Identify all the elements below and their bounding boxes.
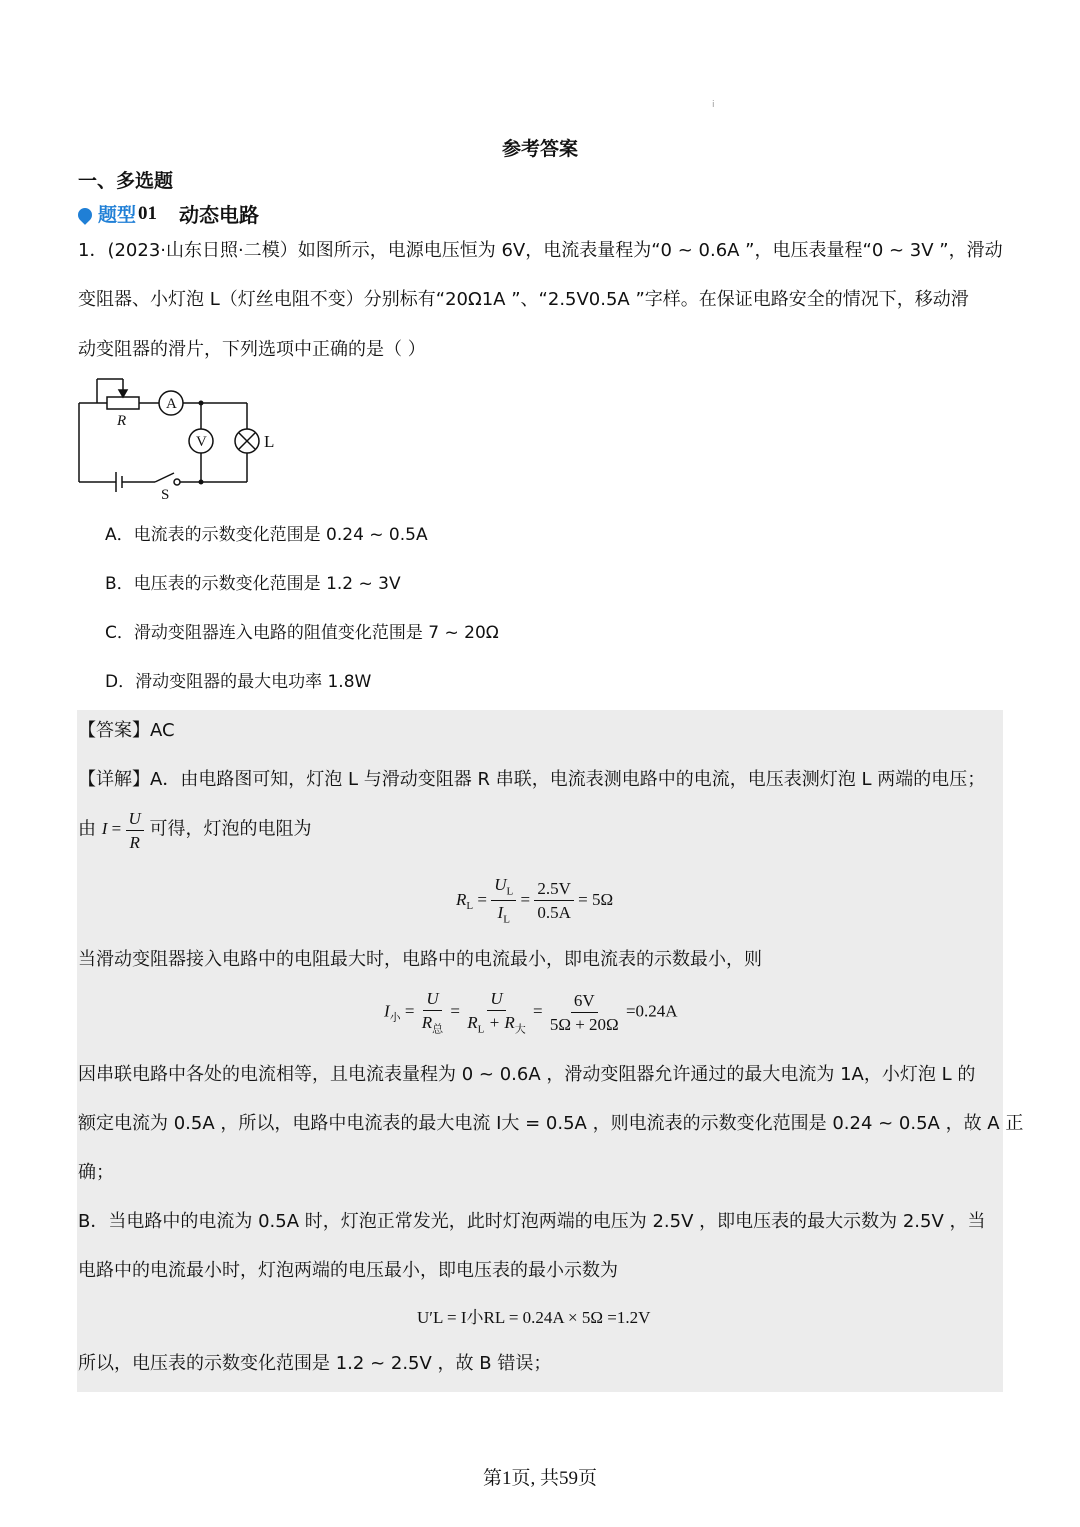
eq1-equals-2: = bbox=[520, 889, 531, 909]
question-line-2: 变阻器、小灯泡 L（灯丝电阻不变）分别标有“20Ω1A ”、“2.5V0.5A ”字样。在保证电路安全的情况下，移动滑 bbox=[78, 289, 969, 310]
eq1-den1-sub: L bbox=[503, 913, 510, 926]
equation-min-voltage: U′L = I小RL = 0.24A × 5Ω =1.2V bbox=[417, 1308, 651, 1327]
lamp-label: L bbox=[264, 432, 275, 451]
rheostat-label: R bbox=[117, 413, 127, 429]
option-a: A．电流表的示数变化范围是 0.24 ~ 0.5A bbox=[105, 525, 428, 545]
eq2-frac3 bbox=[547, 992, 622, 1033]
eq2-n3: 6V bbox=[571, 992, 598, 1013]
ohm-law-line bbox=[78, 810, 312, 851]
ohm-suffix: 可得，灯泡的电阻为 bbox=[149, 818, 312, 840]
eq1-den1: I bbox=[497, 903, 504, 923]
paragraph-4-line-1: B．当电路中的电流为 0.5A 时，灯泡正常发光，此时灯泡两端的电压为 2.5V ，即电压表的最大示数为 2.5V ，当 bbox=[78, 1211, 986, 1232]
eq1-num1-sub: L bbox=[506, 885, 514, 898]
ohm-fraction bbox=[126, 810, 144, 851]
eq2-equals: = bbox=[404, 1001, 415, 1021]
eq2-equals-3: = bbox=[532, 1001, 543, 1021]
ammeter-label: A bbox=[166, 396, 177, 412]
paragraph-5: 所以，电压表的示数变化范围是 1.2 ~ 2.5V ，故 B 错误； bbox=[78, 1353, 552, 1374]
eq1-result: = 5Ω bbox=[578, 889, 614, 909]
ohm-voltage: U bbox=[126, 810, 144, 831]
paragraph-3-line-1: 因串联电路中各处的电流相等，且电流表量程为 0 ~ 0.6A ，滑动变阻器允许通过的最大电流为 1A，小灯泡 L 的 bbox=[78, 1064, 976, 1085]
voltmeter-label: V bbox=[196, 434, 207, 450]
circuit-diagram bbox=[74, 372, 284, 502]
eq1-den2: 0.5A bbox=[537, 903, 571, 923]
eq2-result: =0.24A bbox=[625, 1001, 678, 1021]
ohm-resistance: R bbox=[129, 833, 140, 852]
eq2-n1: U bbox=[423, 990, 441, 1011]
paragraph-4-line-2: 电路中的电流最小时，灯泡两端的电压最小，即电压表的最小示数为 bbox=[78, 1260, 618, 1281]
section-title: 一、多选题 bbox=[78, 170, 174, 192]
paragraph-3-line-2: 额定电流为 0.5A ，所以，电路中电流表的最大电流 I大 = 0.5A ，则电流表的示数变化范围是 0.24 ~ 0.5A ，故 A 正 bbox=[78, 1113, 1024, 1134]
eq2-d1-sub: 总 bbox=[432, 1023, 444, 1036]
question-type-heading bbox=[78, 199, 259, 228]
question-line-3: 动变阻器的滑片，下列选项中正确的是（ ） bbox=[78, 339, 426, 360]
eq1-frac2 bbox=[534, 880, 574, 921]
answer-line: 【答案】AC bbox=[78, 720, 175, 741]
option-d: D．滑动变阻器的最大电功率 1.8W bbox=[105, 672, 372, 692]
question-type-number: 01 bbox=[138, 202, 158, 224]
eq2-d1: R bbox=[421, 1013, 433, 1032]
eq2-frac1 bbox=[419, 990, 446, 1035]
eq2-d2-plus: + R bbox=[484, 1013, 515, 1032]
page-footer: 第1页, 共59页 bbox=[482, 1468, 597, 1489]
ohm-current: I bbox=[101, 819, 108, 839]
eq2-d3: 5Ω + 20Ω bbox=[549, 1015, 619, 1035]
eq2-lhs: I bbox=[384, 1001, 390, 1021]
header-mark: ⅰ bbox=[712, 100, 715, 110]
location-pin-icon bbox=[75, 205, 95, 225]
equation-lamp-resistance bbox=[456, 876, 613, 926]
eq1-lhs: R bbox=[456, 889, 467, 909]
question-type-name: 动态电路 bbox=[179, 203, 260, 227]
eq2-equals-2: = bbox=[450, 1001, 460, 1021]
doc-title: 参考答案 bbox=[501, 138, 578, 160]
eq2-lhs-sub: 小 bbox=[389, 1011, 401, 1024]
option-c: C．滑动变阻器连入电路的阻值变化范围是 7 ~ 20Ω bbox=[105, 623, 499, 643]
eq1-num2: 2.5V bbox=[534, 880, 574, 901]
eq1-equals: = bbox=[477, 889, 487, 909]
option-b: B．电压表的示数变化范围是 1.2 ~ 3V bbox=[105, 574, 401, 594]
eq1-num1: U bbox=[494, 875, 507, 894]
paragraph-2: 当滑动变阻器接入电路中的电阻最大时，电路中的电流最小，即电流表的示数最小，则 bbox=[78, 949, 762, 970]
eq2-n2: U bbox=[487, 990, 505, 1011]
paragraph-3-line-3: 确； bbox=[78, 1162, 114, 1183]
eq2-d2: R bbox=[467, 1013, 478, 1032]
question-line-1: 1．(2023·山东日照·二模）如图所示，电源电压恒为 6V，电流表量程为“0 ~ 0.6A ”，电压表量程“0 ~ 3V ”，滑动 bbox=[78, 240, 1003, 261]
equation-min-current bbox=[384, 990, 678, 1035]
ohm-equals: = bbox=[111, 819, 122, 839]
eq2-frac2 bbox=[464, 990, 528, 1035]
question-type-label: 题型 bbox=[98, 204, 137, 226]
eq2-d2-sub1: L bbox=[477, 1023, 485, 1036]
detail-line-1: 【详解】A．由电路图可知，灯泡 L 与滑动变阻器 R 串联，电流表测电路中的电流，电压表测灯泡 L 两端的电压； bbox=[78, 769, 986, 790]
ohm-prefix: 由 bbox=[78, 818, 96, 840]
eq2-d2-sub2: 大 bbox=[514, 1023, 526, 1036]
eq1-frac1 bbox=[491, 876, 516, 926]
switch-label: S bbox=[161, 487, 170, 502]
eq1-lhs-sub: L bbox=[466, 900, 474, 913]
